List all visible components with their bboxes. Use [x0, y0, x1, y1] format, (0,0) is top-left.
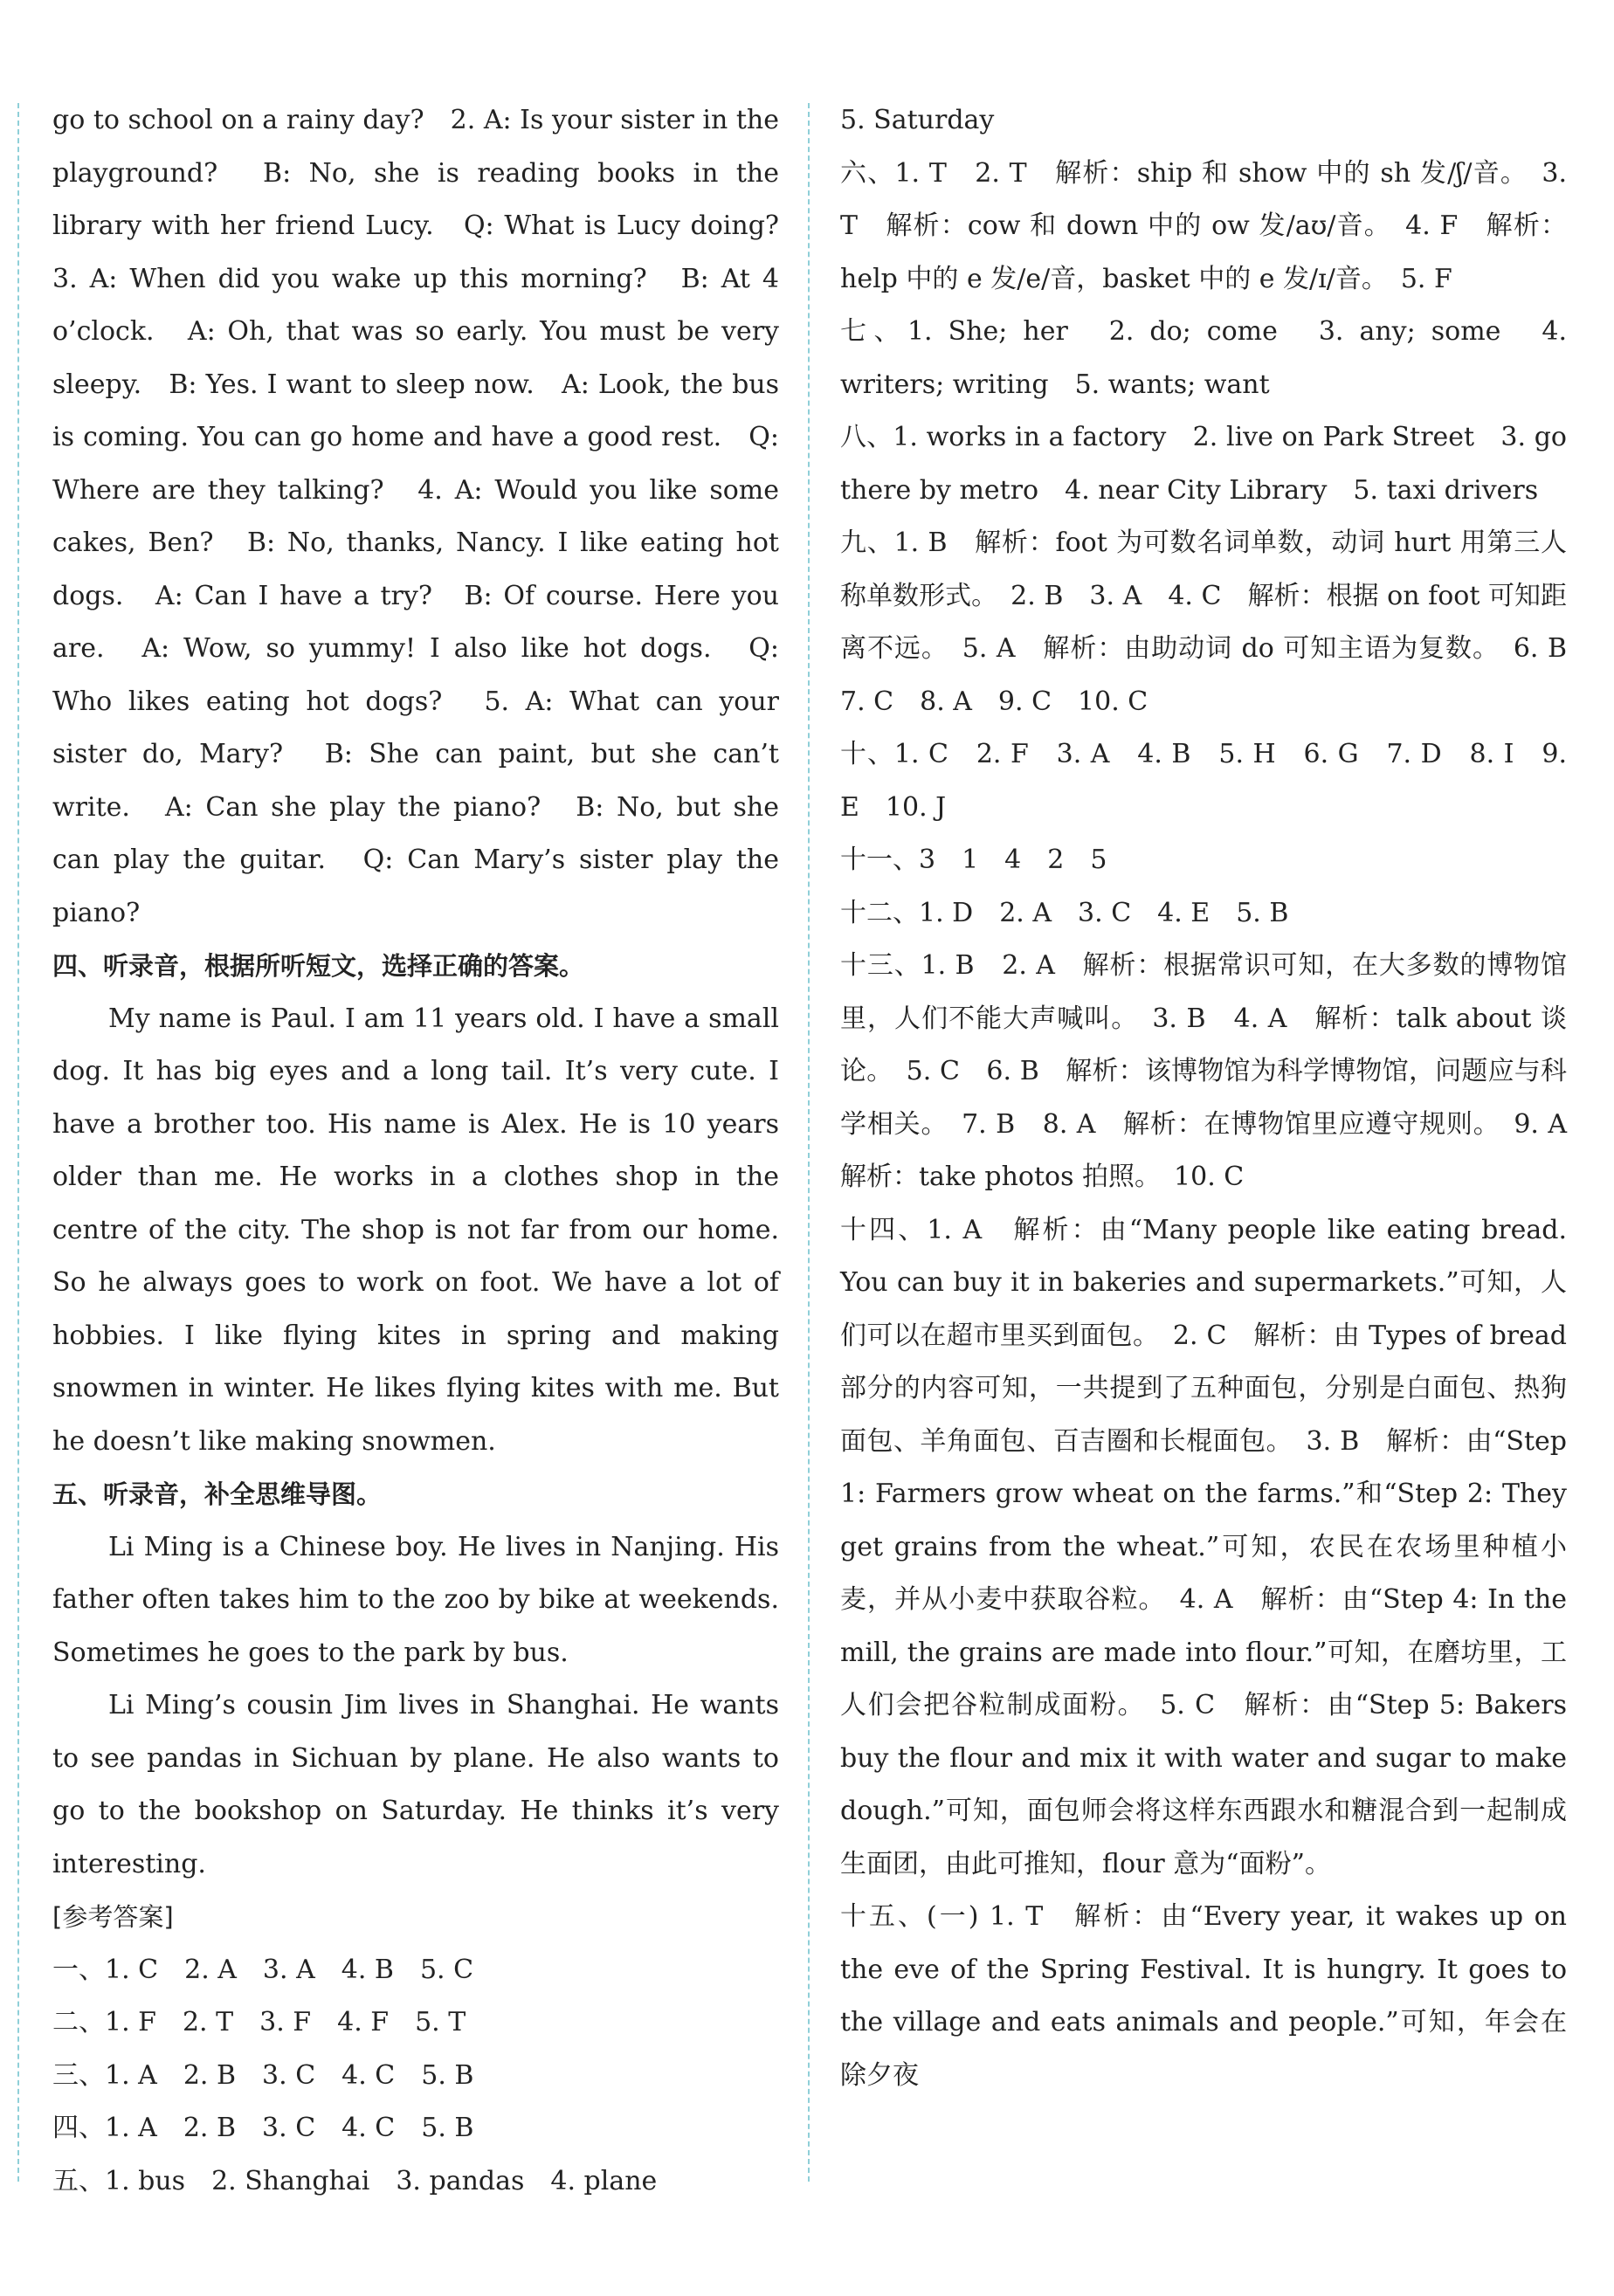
left-margin-divider — [17, 103, 19, 2182]
answers-section-11: 十一、3 1 4 2 5 — [840, 845, 1107, 875]
answers-section-1: 一、1. C 2. A 3. A 4. B 5. C — [52, 1954, 474, 1985]
answers-section-10: 十、1. C 2. F 3. A 4. B 5. H 6. G 7. D 8. I 9. E 10. J — [840, 739, 1567, 823]
answers-section-8: 八、1. works in a factory 2. live on Park Street 3. go there by metro 4. near City Library 5. taxi drivers — [840, 422, 1567, 506]
answers-section-13: 十三、1. B 2. A 解析：根据常识可知，在大多数的博物馆里，人们不能大声喊叫。 3. B 4. A 解析：talk about 谈论。 5. C 6. B 解析：该博物馆为科学博物馆，问题应与科学相关。 7. B 8. A 解析：在博物馆里应遵守规则。 9. A 解析：take photos 拍照。 10. C — [840, 950, 1593, 1192]
li-ming-passage-2: Li Ming’s cousin Jim lives in Shanghai. He wants to see pandas in Sichuan by plane. He also wants to go to the bookshop on Saturday. He thinks it’s very interesting. — [52, 1690, 779, 1879]
answers-section-9: 九、1. B 解析：foot 为可数名词单数，动词 hurt 用第三人称单数形式。 2. B 3. A 4. C 解析：根据 on foot 可知距离不远。 5. A 解析：由助动词 do 可知主语为复数。 6. B 7. C 8. A 9. C 10. C — [840, 527, 1593, 717]
answers-section-4: 四、1. A 2. B 3. C 4. C 5. B — [52, 2113, 474, 2143]
answers-section-3: 三、1. A 2. B 3. C 4. C 5. B — [52, 2059, 474, 2091]
column-divider — [808, 103, 810, 2182]
answers-section-5-cont: 5. Saturday — [840, 105, 995, 135]
answers-section-2: 二、1. F 2. T 3. F 4. F 5. T — [52, 2007, 466, 2037]
right-column — [840, 94, 1593, 2102]
li-ming-passage-1: Li Ming is a Chinese boy. He lives in Nanjing. His father often takes him to the zoo by bike at weekends. Sometimes he goes to the park by bus. — [52, 1531, 779, 1668]
answers-section-12: 十二、1. D 2. A 3. C 4. E 5. B — [840, 897, 1289, 928]
section-four-heading: 四、听录音，根据所听短文，选择正确的答案。 — [52, 951, 585, 981]
section-five-heading: 五、听录音，补全思维导图。 — [52, 1479, 383, 1509]
answers-section-6: 六、1. T 2. T 解析：ship 和 show 中的 sh 发/ʃ/音。 3. T 解析：cow 和 down 中的 ow 发/aʊ/音。 4. F 解析：help 中的 e 发/e/音，basket 中的 e 发/ɪ/音。 5. F — [840, 157, 1567, 294]
dialogue-transcript: go to school on a rainy day? 2. A: Is your sister in the playground? B: No, she is reading books in the library with her friend Lucy. Q: What is Lucy doing? 3. A: When did you wake up this morning? B: At 4 o’clock. A: Oh, that was so early. You must be very sleepy. B: Yes. I want to sleep now. A: Look, the bus is coming. You can go home and have a good rest. Q: Where are they talking? 4. A: Would you like some cakes, Ben? B: No, thanks, Nancy. I like eating hot dogs. A: Can I have a try? B: Of course. Here you are. A: Wow, so yummy! I also like hot dogs. Q: Who likes eating hot dogs? 5. A: What can your sister do, Mary? B: She can paint, but she can’t write. A: Can she play the piano? B: No, but she can play the guitar. Q: Can Mary’s sister play the piano? — [52, 105, 805, 928]
answers-section-7: 七、1. She; her 2. do; come 3. any; some 4. writers; writing 5. wants; want — [840, 316, 1567, 400]
left-column — [52, 94, 805, 2208]
paul-passage: My name is Paul. I am 11 years old. I have a small dog. It has big eyes and a long tail. It’s very cute. I have a brother too. His name is Alex. He is 10 years older than me. He works in a clothes shop in the centre of the city. The shop is not far from our home. So he always goes to work on foot. We have a lot of hobbies. I like flying kites in spring and making snowmen in winter. He likes flying kites with me. But he doesn’t like making snowmen. — [52, 1003, 779, 1457]
reference-answers-label: [参考答案] — [52, 1902, 174, 1932]
answers-section-5: 五、1. bus 2. Shanghai 3. pandas 4. plane — [52, 2165, 658, 2196]
answers-section-14: 十四、1. A 解析：由“Many people like eating bread. You can buy it in bakeries and supermarkets.”可知，人们可以在超市里买到面包。 2. C 解析：由 Types of bread 部分的内容可知，一共提到了五种面包，分别是白面包、热狗面包、羊角面包、百吉圈和长棍面包。 3. B 解析：由“Step 1: Farmers grow wheat on the farms.”和“Step 2: They get grains from the wheat.”可知，农民在农场里种植小麦，并从小麦中获取谷粒。 4. A 解析：由“Step 4: In the mill, the grains are made into flour.”可知，在磨坊里，工人们会把谷粒制成面粉。 5. C 解析：由“Step 5: Bakers buy the flour and mix it with water and sugar to make dough.”可知，面包师会将这样东西跟水和糖混合到一起制成生面团，由此可推知，flour 意为“面粉”。 — [840, 1214, 1567, 1879]
answers-section-15: 十五、(一) 1. T 解析：由“Every year, it wakes up on the eve of the Spring Festival. It is hungry. It goes to the village and eats animals and people.”可知，年会在除夕夜 — [840, 1901, 1567, 2091]
